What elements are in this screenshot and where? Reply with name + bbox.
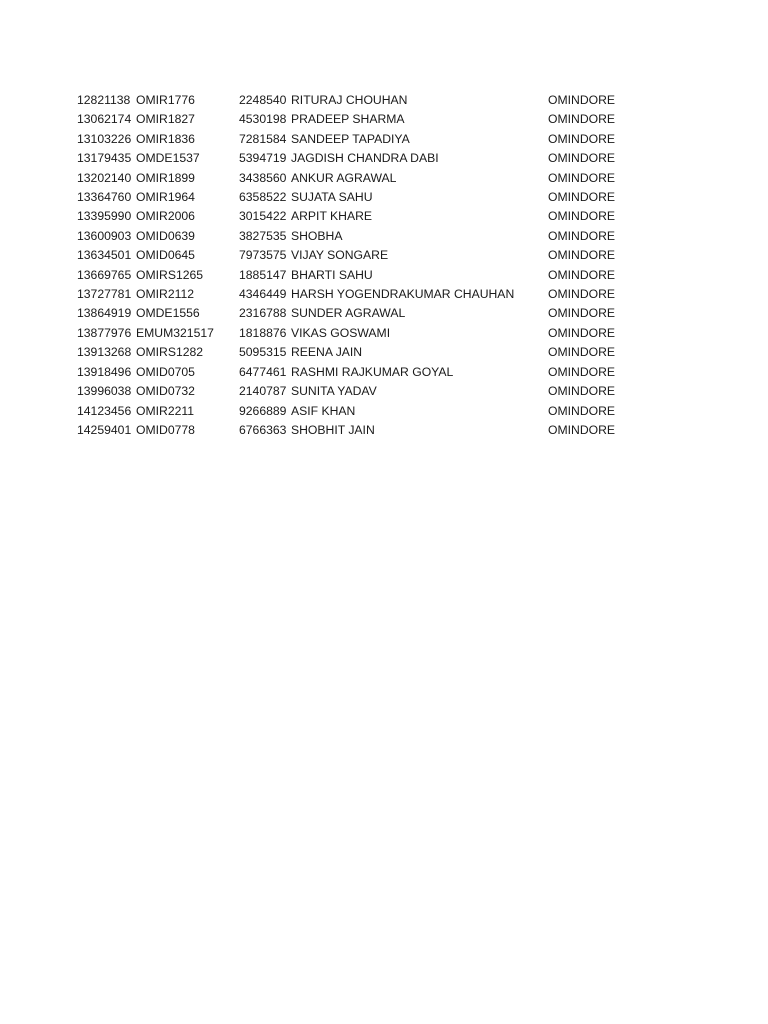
record-code: OMID0705 — [136, 364, 195, 379]
record-number: 2316788 — [239, 306, 287, 321]
table-row — [77, 207, 628, 226]
record-name: SUNITA YADAV — [291, 384, 377, 399]
record-number: 1818876 — [239, 325, 287, 340]
table-row — [77, 227, 628, 246]
record-id: 13877976 — [77, 325, 132, 340]
record-location: OMINDORE — [548, 306, 616, 321]
record-number: 7973575 — [239, 248, 287, 263]
record-id: 14259401 — [77, 422, 132, 437]
record-location: OMINDORE — [548, 325, 616, 340]
record-code: OMIRS1265 — [136, 267, 204, 282]
record-location: OMINDORE — [548, 422, 616, 437]
record-code: EMUM321517 — [136, 325, 214, 340]
record-location: OMINDORE — [548, 248, 616, 263]
record-number: 4530198 — [239, 112, 287, 127]
record-name: SHOBHA — [291, 228, 343, 243]
record-id: 13634501 — [77, 248, 132, 263]
record-name: VIKAS GOSWAMI — [291, 325, 391, 340]
table-row — [77, 324, 628, 343]
record-location: OMINDORE — [548, 112, 616, 127]
table-row — [77, 421, 628, 440]
record-id: 13600903 — [77, 228, 132, 243]
record-code: OMID0732 — [136, 384, 195, 399]
record-location: OMINDORE — [548, 267, 616, 282]
record-id: 13918496 — [77, 364, 132, 379]
record-name: SUJATA SAHU — [291, 190, 373, 205]
record-id: 13395990 — [77, 209, 132, 224]
record-location: OMINDORE — [548, 384, 616, 399]
record-name: RITURAJ CHOUHAN — [291, 93, 408, 107]
record-name: SANDEEP TAPADIYA — [291, 131, 410, 146]
table-row — [77, 91, 628, 110]
table-row — [77, 285, 628, 304]
record-number: 6358522 — [239, 190, 287, 205]
record-name: SUNDER AGRAWAL — [291, 306, 406, 321]
record-number: 1885147 — [239, 267, 287, 282]
record-code: OMIR2112 — [136, 287, 195, 302]
record-code: OMIR2211 — [136, 403, 195, 418]
table-row — [77, 402, 628, 421]
record-location: OMINDORE — [548, 403, 616, 418]
table-row — [77, 343, 628, 362]
record-id: 13364760 — [77, 190, 132, 205]
record-code: OMIRS1282 — [136, 345, 204, 360]
record-id: 13202140 — [77, 170, 132, 185]
record-name: SHOBHIT JAIN — [291, 422, 375, 437]
record-name: ASIF KHAN — [291, 403, 356, 418]
record-code: OMDE1537 — [136, 151, 200, 166]
record-number: 2140787 — [239, 384, 287, 399]
record-name: VIJAY SONGARE — [291, 248, 389, 263]
record-number: 9266889 — [239, 403, 287, 418]
record-name: BHARTI SAHU — [291, 267, 373, 282]
record-location: OMINDORE — [548, 345, 616, 360]
record-name: REENA JAIN — [291, 345, 363, 360]
record-id: 13864919 — [77, 306, 132, 321]
record-name: RASHMI RAJKUMAR GOYAL — [291, 364, 454, 379]
record-number: 3015422 — [239, 209, 287, 224]
record-code: OMID0645 — [136, 248, 195, 263]
record-location: OMINDORE — [548, 170, 616, 185]
record-location: OMINDORE — [548, 190, 616, 205]
record-code: OMIR1776 — [136, 93, 195, 107]
record-code: OMIR1899 — [136, 170, 195, 185]
record-code: OMID0778 — [136, 422, 195, 437]
record-code: OMIR1836 — [136, 131, 195, 146]
table-row — [77, 110, 628, 129]
record-name: JAGDISH CHANDRA DABI — [291, 151, 439, 166]
record-number: 4346449 — [239, 287, 287, 302]
record-id: 13727781 — [77, 287, 132, 302]
record-name: ANKUR AGRAWAL — [291, 170, 397, 185]
records-table — [77, 91, 628, 440]
records-body — [77, 91, 628, 440]
record-number: 5394719 — [239, 151, 287, 166]
record-number: 6477461 — [239, 364, 287, 379]
record-location: OMINDORE — [548, 93, 616, 107]
table-row — [77, 382, 628, 401]
record-name: ARPIT KHARE — [291, 209, 373, 224]
record-location: OMINDORE — [548, 228, 616, 243]
record-location: OMINDORE — [548, 209, 616, 224]
record-number: 3827535 — [239, 228, 287, 243]
table-row — [77, 169, 628, 188]
record-number: 3438560 — [239, 170, 287, 185]
table-row — [77, 363, 628, 382]
record-id: 13103226 — [77, 131, 132, 146]
record-code: OMIR2006 — [136, 209, 195, 224]
record-code: OMDE1556 — [136, 306, 200, 321]
table-row — [77, 246, 628, 265]
record-code: OMID0639 — [136, 228, 195, 243]
record-id: 13669765 — [77, 267, 132, 282]
record-code: OMIR1827 — [136, 112, 195, 127]
record-code: OMIR1964 — [136, 190, 195, 205]
record-id: 13996038 — [77, 384, 132, 399]
record-location: OMINDORE — [548, 151, 616, 166]
record-id: 13913268 — [77, 345, 132, 360]
record-location: OMINDORE — [548, 287, 616, 302]
record-location: OMINDORE — [548, 131, 616, 146]
record-id: 13179435 — [77, 151, 132, 166]
record-name: PRADEEP SHARMA — [291, 112, 405, 127]
table-row — [77, 188, 628, 207]
table-row — [77, 130, 628, 149]
record-id: 13062174 — [77, 112, 132, 127]
table-row — [77, 266, 628, 285]
record-number: 5095315 — [239, 345, 287, 360]
table-row — [77, 149, 628, 168]
record-location: OMINDORE — [548, 364, 616, 379]
record-name: HARSH YOGENDRAKUMAR CHAUHAN — [291, 287, 515, 302]
table-row — [77, 304, 628, 323]
record-number: 7281584 — [239, 131, 287, 146]
record-id: 12821138 — [77, 93, 131, 107]
record-number: 2248540 — [239, 93, 287, 107]
record-number: 6766363 — [239, 422, 287, 437]
record-id: 14123456 — [77, 403, 132, 418]
